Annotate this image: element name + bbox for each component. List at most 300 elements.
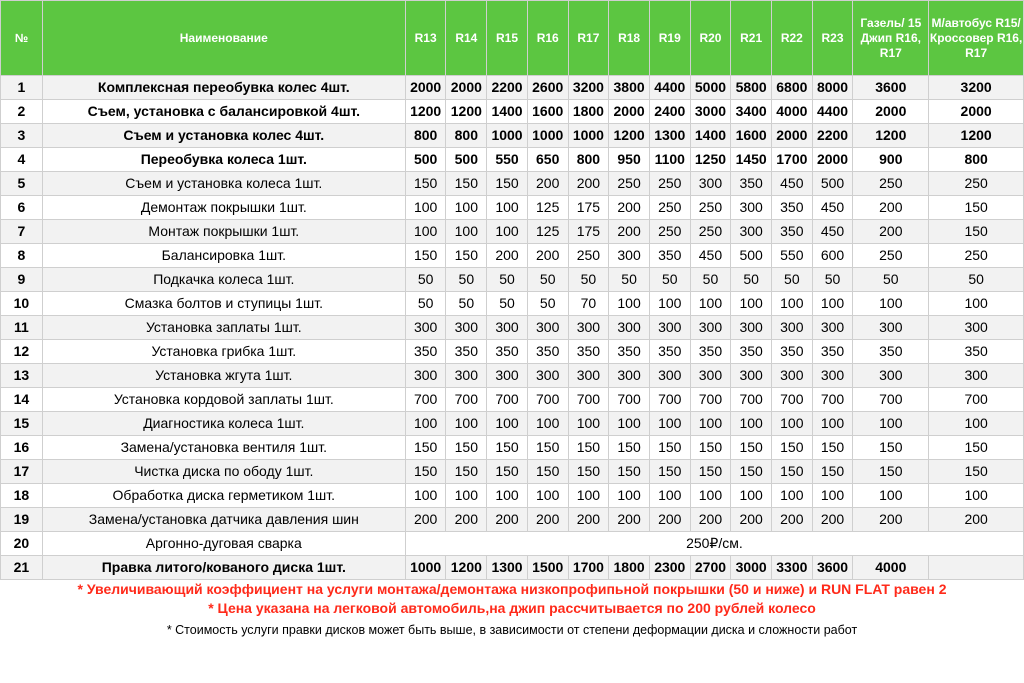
price-cell: 200: [527, 172, 568, 196]
price-cell: 300: [487, 316, 528, 340]
price-cell: 300: [731, 220, 772, 244]
row-num: 19: [1, 508, 43, 532]
header-gazelle: Газель/ 15 Джип R16, R17: [853, 1, 929, 76]
price-cell: 1000: [568, 124, 609, 148]
price-cell: 200: [771, 508, 812, 532]
row-name: Диагностика колеса 1шт.: [42, 412, 405, 436]
row-name: Съем и установка колес 4шт.: [42, 124, 405, 148]
price-cell: 100: [609, 292, 650, 316]
table-row: [1, 436, 1024, 460]
row-num: 16: [1, 436, 43, 460]
table-row: [1, 148, 1024, 172]
price-cell: 150: [446, 172, 487, 196]
price-cell: 950: [609, 148, 650, 172]
table-row: [1, 100, 1024, 124]
price-cell: 2200: [487, 76, 528, 100]
price-cell-minibus: 300: [929, 316, 1024, 340]
price-cell: 300: [649, 316, 690, 340]
price-cell: 500: [812, 172, 853, 196]
price-cell: 350: [446, 340, 487, 364]
row-num: 3: [1, 124, 43, 148]
table-row: [1, 124, 1024, 148]
price-cell: 250: [649, 220, 690, 244]
price-cell: 1000: [527, 124, 568, 148]
price-cell: 200: [405, 508, 446, 532]
row-name: Замена/установка вентиля 1шт.: [42, 436, 405, 460]
price-cell: 100: [731, 484, 772, 508]
price-cell: 125: [527, 196, 568, 220]
price-cell-gazelle: 300: [853, 364, 929, 388]
price-cell: 450: [771, 172, 812, 196]
price-cell-gazelle: 3600: [853, 76, 929, 100]
price-cell: 1700: [771, 148, 812, 172]
row-name: Установка грибка 1шт.: [42, 340, 405, 364]
row-num: 8: [1, 244, 43, 268]
price-cell-gazelle: 700: [853, 388, 929, 412]
price-cell: 200: [609, 196, 650, 220]
price-cell-gazelle: 200: [853, 196, 929, 220]
price-cell-minibus: 200: [929, 508, 1024, 532]
price-cell: 100: [771, 292, 812, 316]
price-cell: 200: [609, 508, 650, 532]
price-cell: 550: [487, 148, 528, 172]
price-cell: 50: [609, 268, 650, 292]
table-row: [1, 244, 1024, 268]
price-cell: 100: [812, 412, 853, 436]
price-cell: 3800: [609, 76, 650, 100]
price-cell: 700: [812, 388, 853, 412]
price-cell: 1400: [487, 100, 528, 124]
row-num: 5: [1, 172, 43, 196]
price-cell-minibus: 3200: [929, 76, 1024, 100]
price-cell: 250: [649, 172, 690, 196]
price-cell: 4400: [812, 100, 853, 124]
price-cell: 1000: [405, 556, 446, 580]
price-cell: 300: [771, 364, 812, 388]
price-cell: 150: [487, 172, 528, 196]
price-cell: 300: [568, 316, 609, 340]
note-jeep-price: * Цена указана на легковой автомобиль,на джип рассчитывается по 200 рублей колесо: [208, 600, 816, 616]
price-cell: 50: [649, 268, 690, 292]
price-cell: 1600: [731, 124, 772, 148]
notes: [0, 580, 1024, 640]
price-cell: 700: [405, 388, 446, 412]
price-cell: 2000: [405, 76, 446, 100]
row-name: Смазка болтов и ступицы 1шт.: [42, 292, 405, 316]
header-size: R19: [649, 1, 690, 76]
table-row: [1, 412, 1024, 436]
price-cell: 150: [609, 460, 650, 484]
price-cell-gazelle: 300: [853, 316, 929, 340]
price-cell: 800: [446, 124, 487, 148]
row-num: 6: [1, 196, 43, 220]
price-cell: 3200: [568, 76, 609, 100]
price-cell: 300: [405, 364, 446, 388]
price-cell-minibus: 350: [929, 340, 1024, 364]
price-cell: 150: [690, 460, 731, 484]
price-cell: 350: [487, 340, 528, 364]
price-cell: 50: [446, 268, 487, 292]
price-cell: 450: [690, 244, 731, 268]
price-cell: 1400: [690, 124, 731, 148]
price-cell: 1450: [731, 148, 772, 172]
table-row: [1, 508, 1024, 532]
price-cell-gazelle: 350: [853, 340, 929, 364]
row-name: Установка кордовой заплаты 1шт.: [42, 388, 405, 412]
row-name: Правка литого/кованого диска 1шт.: [42, 556, 405, 580]
price-cell: 150: [405, 172, 446, 196]
row-num: 21: [1, 556, 43, 580]
price-cell-gazelle: 200: [853, 220, 929, 244]
price-cell: 100: [446, 220, 487, 244]
price-cell: 250: [690, 196, 731, 220]
table-row: [1, 388, 1024, 412]
table-row: [1, 220, 1024, 244]
price-cell: 100: [771, 484, 812, 508]
price-cell: 700: [690, 388, 731, 412]
price-cell-gazelle: 100: [853, 484, 929, 508]
price-cell: 150: [527, 436, 568, 460]
price-cell-minibus: 150: [929, 196, 1024, 220]
price-cell-minibus: 50: [929, 268, 1024, 292]
header-size: R22: [771, 1, 812, 76]
price-cell-gazelle: 100: [853, 412, 929, 436]
price-cell: 350: [731, 172, 772, 196]
price-cell: 150: [771, 436, 812, 460]
price-cell: 150: [812, 436, 853, 460]
price-cell: 150: [527, 460, 568, 484]
price-cell: 200: [812, 508, 853, 532]
price-cell: 3400: [731, 100, 772, 124]
price-cell: 200: [527, 244, 568, 268]
price-cell: 100: [568, 484, 609, 508]
price-cell: 50: [527, 268, 568, 292]
header-size: R15: [487, 1, 528, 76]
price-cell: 50: [690, 268, 731, 292]
price-cell: 350: [771, 196, 812, 220]
price-cell-minibus: 150: [929, 220, 1024, 244]
price-cell: 1200: [446, 100, 487, 124]
price-cell: 700: [527, 388, 568, 412]
price-cell: 2000: [771, 124, 812, 148]
row-name: Съем, установка с балансировкой 4шт.: [42, 100, 405, 124]
price-cell-minibus: 100: [929, 412, 1024, 436]
table-row: [1, 196, 1024, 220]
price-cell: 3000: [731, 556, 772, 580]
price-cell: 50: [568, 268, 609, 292]
price-cell: 100: [568, 412, 609, 436]
table-row-welding: [1, 532, 1024, 556]
price-cell: 300: [527, 364, 568, 388]
price-cell-minibus: 100: [929, 484, 1024, 508]
price-cell: 1200: [609, 124, 650, 148]
price-cell: 100: [527, 412, 568, 436]
header-size: R17: [568, 1, 609, 76]
header-size: R21: [731, 1, 772, 76]
price-cell-gazelle: 1200: [853, 124, 929, 148]
row-num: 18: [1, 484, 43, 508]
price-cell: 150: [649, 460, 690, 484]
price-cell: 350: [405, 340, 446, 364]
price-cell: 200: [568, 172, 609, 196]
price-cell-minibus: 250: [929, 244, 1024, 268]
row-name: Комплексная переобувка колес 4шт.: [42, 76, 405, 100]
row-name: Переобувка колеса 1шт.: [42, 148, 405, 172]
price-cell: 350: [568, 340, 609, 364]
price-cell: 100: [487, 484, 528, 508]
price-cell: 100: [731, 292, 772, 316]
price-cell: 100: [812, 484, 853, 508]
price-cell: 50: [731, 268, 772, 292]
price-cell: 550: [771, 244, 812, 268]
price-cell-minibus: 100: [929, 292, 1024, 316]
price-cell: 500: [405, 148, 446, 172]
price-cell-gazelle: 250: [853, 244, 929, 268]
price-cell: 300: [609, 316, 650, 340]
price-cell: 100: [812, 292, 853, 316]
price-cell: 6800: [771, 76, 812, 100]
price-cell: 200: [649, 508, 690, 532]
price-cell: 100: [731, 412, 772, 436]
price-cell: 250: [568, 244, 609, 268]
table-row: [1, 292, 1024, 316]
price-cell: 100: [649, 412, 690, 436]
price-cell-gazelle: 200: [853, 508, 929, 532]
price-cell: 300: [487, 364, 528, 388]
row-name: Балансировка 1шт.: [42, 244, 405, 268]
header-size: R13: [405, 1, 446, 76]
price-cell: 150: [609, 436, 650, 460]
price-cell: 700: [487, 388, 528, 412]
price-cell: 100: [690, 292, 731, 316]
header-size: R18: [609, 1, 650, 76]
price-cell: 350: [771, 220, 812, 244]
row-num: 4: [1, 148, 43, 172]
price-cell: 300: [690, 172, 731, 196]
row-name: Чистка диска по ободу 1шт.: [42, 460, 405, 484]
price-cell: 3000: [690, 100, 731, 124]
table-header: [1, 1, 1024, 76]
price-cell: 3300: [771, 556, 812, 580]
table-row: [1, 460, 1024, 484]
price-cell: 250: [609, 172, 650, 196]
price-cell: 100: [405, 412, 446, 436]
price-cell: 1700: [568, 556, 609, 580]
price-cell: 300: [568, 364, 609, 388]
price-cell: 350: [649, 340, 690, 364]
header-name: Наименование: [42, 1, 405, 76]
price-cell: 2000: [609, 100, 650, 124]
price-cell-minibus: 2000: [929, 100, 1024, 124]
price-cell: 300: [731, 364, 772, 388]
price-cell: 200: [446, 508, 487, 532]
price-cell: 50: [812, 268, 853, 292]
price-cell: 150: [446, 460, 487, 484]
price-cell: 100: [446, 196, 487, 220]
price-cell: 2000: [812, 148, 853, 172]
price-cell: 150: [649, 436, 690, 460]
table-row-rim-repair: [1, 556, 1024, 580]
price-cell: 150: [771, 460, 812, 484]
price-cell: 1200: [405, 100, 446, 124]
price-cell: 2400: [649, 100, 690, 124]
price-cell: 350: [649, 244, 690, 268]
price-cell: 50: [527, 292, 568, 316]
price-cell: 5000: [690, 76, 731, 100]
price-cell: 1800: [609, 556, 650, 580]
header-size: R20: [690, 1, 731, 76]
row-name: Съем и установка колеса 1шт.: [42, 172, 405, 196]
price-cell: 700: [609, 388, 650, 412]
price-cell: 1500: [527, 556, 568, 580]
price-cell: 300: [731, 196, 772, 220]
header-size: R14: [446, 1, 487, 76]
price-cell: 350: [731, 340, 772, 364]
row-num: 2: [1, 100, 43, 124]
price-cell: 150: [731, 436, 772, 460]
price-cell: 150: [405, 460, 446, 484]
price-cell: 2300: [649, 556, 690, 580]
row-name: Обработка диска герметиком 1шт.: [42, 484, 405, 508]
price-cell: 150: [405, 244, 446, 268]
price-cell: 1250: [690, 148, 731, 172]
price-cell: 50: [771, 268, 812, 292]
price-cell: 100: [690, 412, 731, 436]
row-name: Установка заплаты 1шт.: [42, 316, 405, 340]
price-cell: 300: [405, 316, 446, 340]
price-cell-minibus: 250: [929, 172, 1024, 196]
price-cell: 100: [405, 220, 446, 244]
price-cell: 200: [527, 508, 568, 532]
price-cell: 175: [568, 220, 609, 244]
price-cell: 300: [649, 364, 690, 388]
price-cell: 5800: [731, 76, 772, 100]
price-cell: 300: [527, 316, 568, 340]
price-cell: 300: [690, 316, 731, 340]
price-cell: 100: [446, 484, 487, 508]
price-cell: 150: [731, 460, 772, 484]
price-cell: 250: [649, 196, 690, 220]
price-cell: 350: [812, 340, 853, 364]
price-cell: 450: [812, 196, 853, 220]
table-row: [1, 268, 1024, 292]
price-cell: 200: [568, 508, 609, 532]
row-num: 14: [1, 388, 43, 412]
header-size: R16: [527, 1, 568, 76]
price-cell: 4400: [649, 76, 690, 100]
price-cell: 1300: [649, 124, 690, 148]
price-cell: 300: [609, 364, 650, 388]
table-row: [1, 364, 1024, 388]
price-cell: 1300: [487, 556, 528, 580]
price-cell: 500: [446, 148, 487, 172]
row-num: 1: [1, 76, 43, 100]
price-cell: 100: [487, 196, 528, 220]
table-row: [1, 316, 1024, 340]
row-name: Аргонно-дуговая сварка: [42, 532, 405, 556]
header-size: R23: [812, 1, 853, 76]
price-cell: 350: [609, 340, 650, 364]
price-cell: 600: [812, 244, 853, 268]
price-cell: 150: [568, 460, 609, 484]
price-cell: 200: [731, 508, 772, 532]
price-cell: 1000: [487, 124, 528, 148]
price-cell: 4000: [771, 100, 812, 124]
price-cell: 700: [568, 388, 609, 412]
price-cell: 2700: [690, 556, 731, 580]
price-cell: 8000: [812, 76, 853, 100]
price-cell: 100: [487, 220, 528, 244]
price-cell: 50: [487, 292, 528, 316]
note-coefficient: * Увеличивающий коэффициент на услуги монтажа/демонтажа низкопрофипьной покрышки (50 и ниже) и RUN FLAT равен 2: [77, 581, 947, 597]
price-cell: 100: [609, 412, 650, 436]
price-cell: 300: [446, 316, 487, 340]
price-cell: 2000: [446, 76, 487, 100]
row-num: 12: [1, 340, 43, 364]
price-cell: 300: [812, 364, 853, 388]
price-cell: 100: [609, 484, 650, 508]
price-cell: 1100: [649, 148, 690, 172]
price-cell: 100: [527, 484, 568, 508]
row-name: Установка жгута 1шт.: [42, 364, 405, 388]
price-cell: 200: [609, 220, 650, 244]
row-num: 10: [1, 292, 43, 316]
header-num: №: [1, 1, 43, 76]
price-cell: 300: [812, 316, 853, 340]
row-num: 20: [1, 532, 43, 556]
price-cell: 250: [690, 220, 731, 244]
price-cell: 125: [527, 220, 568, 244]
price-cell: 100: [446, 412, 487, 436]
price-cell: 150: [568, 436, 609, 460]
price-cell: 1600: [527, 100, 568, 124]
price-cell-gazelle: 250: [853, 172, 929, 196]
price-cell: 700: [771, 388, 812, 412]
price-cell-gazelle: 900: [853, 148, 929, 172]
price-cell-gazelle: 150: [853, 460, 929, 484]
price-cell: 350: [771, 340, 812, 364]
table-body: [1, 76, 1024, 580]
price-cell: 800: [405, 124, 446, 148]
header-minibus: М/автобус R15/ Кроссовер R16, R17: [929, 1, 1024, 76]
empty-cell: [929, 556, 1024, 580]
price-cell-gazelle: 2000: [853, 100, 929, 124]
price-cell: 800: [568, 148, 609, 172]
price-cell: 300: [690, 364, 731, 388]
table-row: [1, 340, 1024, 364]
price-cell: 150: [446, 436, 487, 460]
price-cell-minibus: 150: [929, 460, 1024, 484]
price-cell: 350: [527, 340, 568, 364]
price-cell: 4000: [853, 556, 929, 580]
price-cell: 150: [487, 436, 528, 460]
price-cell: 200: [690, 508, 731, 532]
price-cell: 300: [609, 244, 650, 268]
table-row: [1, 76, 1024, 100]
price-cell: 650: [527, 148, 568, 172]
note-rim-repair: * Стоимость услуги правки дисков может быть выше, в зависимости от степени деформации диска и сложности работ: [166, 623, 858, 637]
row-num: 11: [1, 316, 43, 340]
row-name: Подкачка колеса 1шт.: [42, 268, 405, 292]
price-cell: 100: [487, 412, 528, 436]
price-cell: 50: [446, 292, 487, 316]
price-cell: 150: [812, 460, 853, 484]
price-cell: 150: [446, 244, 487, 268]
price-cell-minibus: 1200: [929, 124, 1024, 148]
price-cell: 300: [446, 364, 487, 388]
price-cell: 100: [405, 196, 446, 220]
price-cell: 150: [690, 436, 731, 460]
